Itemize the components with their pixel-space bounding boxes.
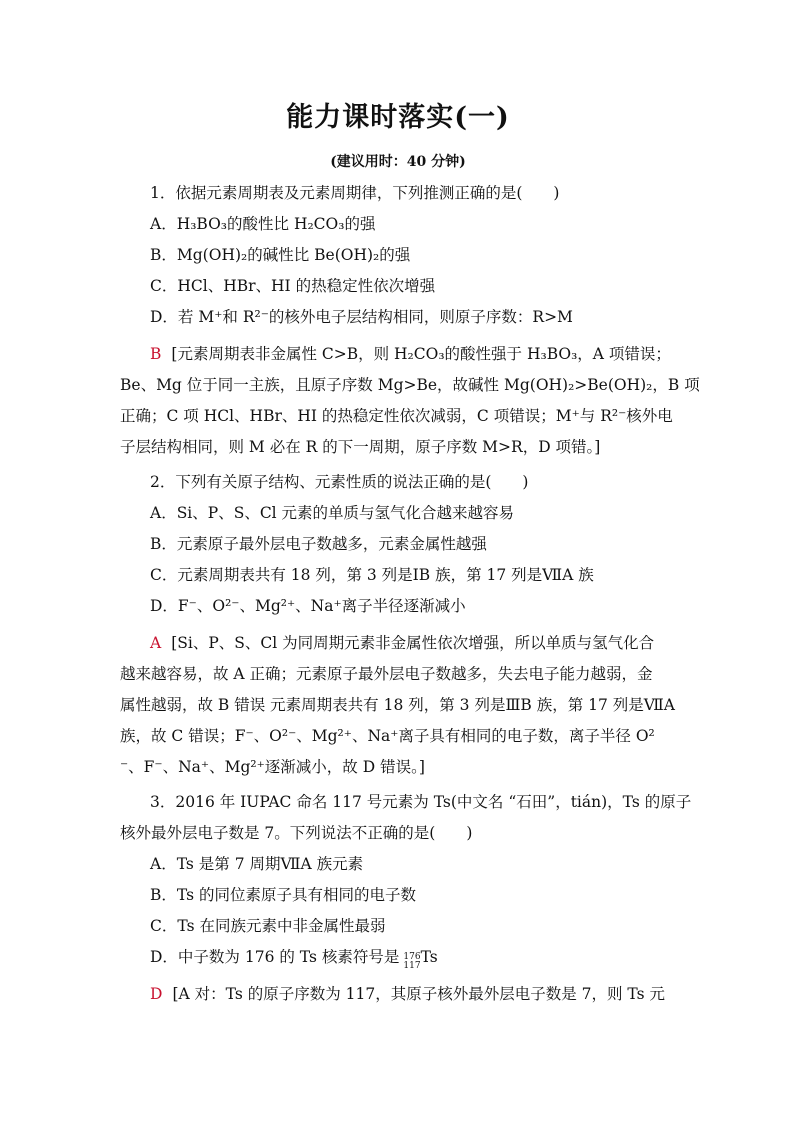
mass-number: 176 — [403, 952, 421, 962]
option-b: B．元素原子最外层电子数越多，元素金属性越强 — [150, 535, 487, 553]
option-b: B．Mg(OH)₂的碱性比 Be(OH)₂的强 — [150, 246, 411, 264]
question-1 — [120, 178, 700, 463]
answer-line: 正确；C 项 HCl、HBr、HI 的热稳定性依次减弱，C 项错误；M⁺与 R²⁻核外电 — [120, 407, 673, 425]
option-d: D．若 M⁺和 R²⁻的核外电子层结构相同，则原子序数：R>M — [150, 308, 573, 326]
answer-line: [A 对：Ts 的原子序数为 117，其原子核外最外层电子数是 7，则 Ts 元 — [172, 985, 666, 1003]
option-b: B．Ts 的同位素原子具有相同的电子数 — [150, 886, 416, 904]
answer-line: ⁻、F⁻、Na⁺、Mg²⁺逐渐减小，故 D 错误。] — [120, 758, 425, 776]
answer-line: 越来越容易，故 A 正确；元素原子最外层电子数越多，失去电子能力越弱，金 — [120, 665, 653, 683]
nuclide-symbol: Ts — [420, 948, 438, 966]
option-c: C．Ts 在同族元素中非金属性最弱 — [150, 917, 386, 935]
answer-explanation — [120, 628, 676, 783]
answer-letter: A — [150, 634, 162, 652]
nuclide-numbers — [403, 953, 420, 971]
option-d: D．F⁻、O²⁻、Mg²⁺、Na⁺离子半径逐渐减小 — [150, 597, 466, 615]
option-c: C．元素周期表共有 18 列，第 3 列是ⅠB 族，第 17 列是ⅦA 族 — [150, 566, 594, 584]
answer-letter: B — [150, 345, 162, 363]
question-stem: 1．依据元素周期表及元素周期律，下列推测正确的是( ) — [150, 184, 560, 202]
answer-line: 属性越弱，故 B 错误 元素周期表共有 18 列，第 3 列是ⅢB 族，第 17 列是ⅦA — [120, 696, 676, 714]
page-subtitle: (建议用时：40 分钟) — [330, 154, 466, 170]
option-c: C．HCl、HBr、HI 的热稳定性依次增强 — [150, 277, 436, 295]
question-stem: 核外最外层电子数是 7。下列说法不正确的是( ) — [120, 824, 473, 842]
answer-line: [Si、P、S、Cl 为同周期元素非金属性依次增强，所以单质与氢气化合 — [171, 634, 655, 652]
answer-line: 子层结构相同，则 M 必在 R 的下一周期，原子序数 M>R，D 项错。] — [120, 438, 601, 456]
question-stem: 2．下列有关原子结构、元素性质的说法正确的是( ) — [150, 473, 529, 491]
answer-explanation — [120, 979, 676, 1010]
answer-line: [元素周期表非金属性 C>B，则 H₂CO₃的酸性强于 H₃BO₃，A 项错误； — [171, 345, 671, 363]
question-2 — [120, 467, 676, 783]
option-a: A．H₃BO₃的酸性比 H₂CO₃的强 — [150, 215, 376, 233]
option-d — [120, 942, 676, 973]
question-3 — [120, 787, 692, 1010]
answer-explanation — [120, 339, 700, 463]
option-d-text: D．中子数为 176 的 Ts 核素符号是 — [150, 948, 400, 966]
page-title: 能力课时落实(一) — [286, 102, 510, 133]
option-a: A．Ts 是第 7 周期ⅦA 族元素 — [150, 855, 364, 873]
answer-line: 族，故 C 错误；F⁻、O²⁻、Mg²⁺、Na⁺离子具有相同的电子数，离子半径 O² — [120, 727, 655, 745]
question-stem: 3．2016 年 IUPAC 命名 117 号元素为 Ts(中文名 “石田”，tián)，Ts 的原子 — [150, 793, 692, 811]
option-a: A．Si、P、S、Cl 元素的单质与氢气化合越来越容易 — [150, 504, 515, 522]
answer-letter: D — [150, 985, 163, 1003]
answer-line: Be、Mg 位于同一主族，且原子序数 Mg>Be，故碱性 Mg(OH)₂>Be(OH)₂，B 项 — [120, 376, 700, 394]
atomic-number: 117 — [403, 961, 421, 971]
